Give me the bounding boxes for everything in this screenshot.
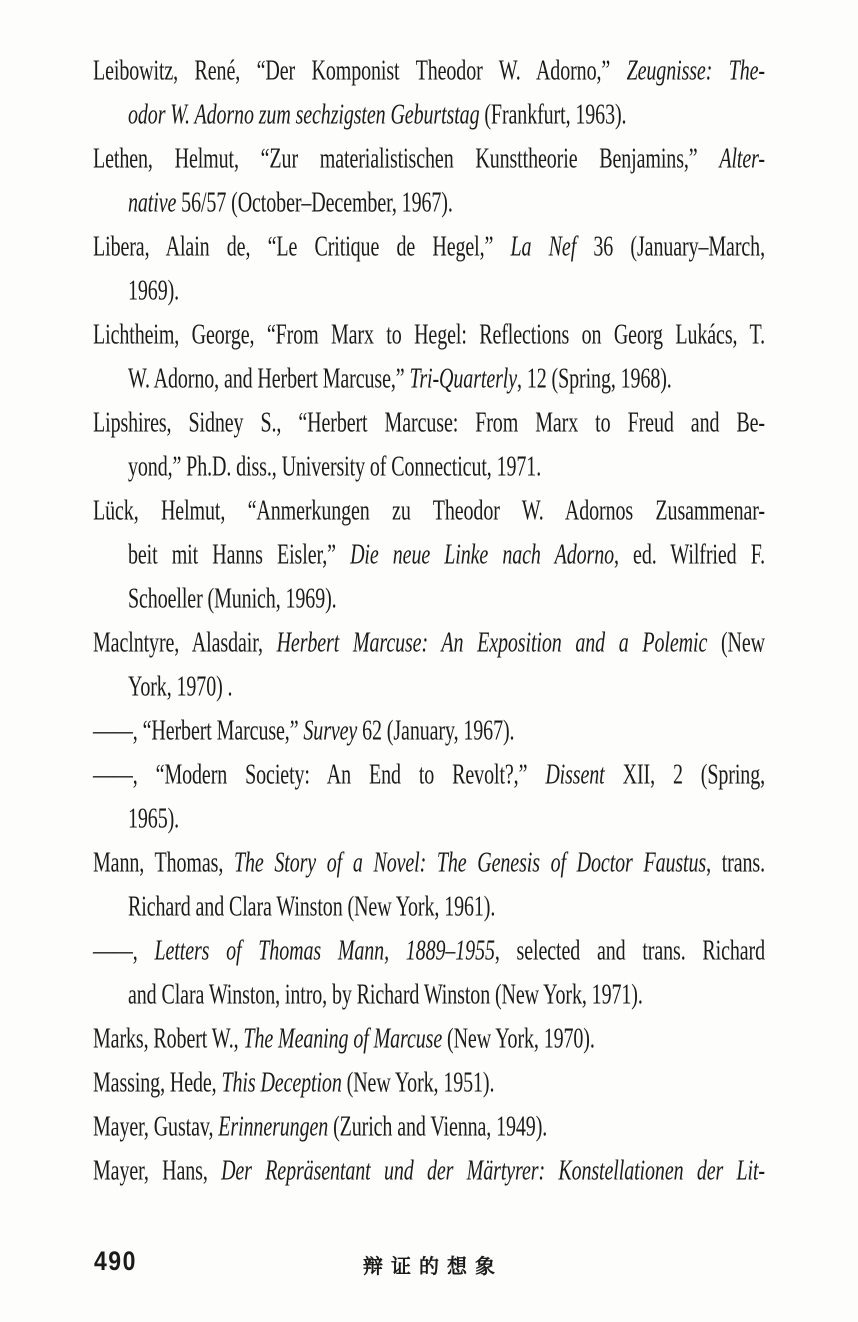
citation-text: Lipshires, Sidney S., “Herbert Marcuse: From Marx to Freud and Be-	[93, 407, 765, 439]
title-italic-text: This Deception	[221, 1067, 347, 1099]
running-title: 辩证的想象	[363, 1256, 503, 1278]
title-italic-text: Letters of Thomas Mann, 1889–1955	[154, 935, 495, 967]
citation-text: XII, 2 (Spring,	[622, 759, 766, 791]
title-italic-text: Der Repräsentant und der Märtyrer: Konstellationen der Lit-	[221, 1155, 765, 1187]
citation-text: Lichtheim, George, “From Marx to Hegel: Reflections on Georg Lukács, T.	[93, 319, 765, 351]
citation-text: Mann, Thomas,	[93, 847, 234, 879]
title-italic-text: Die neue Linke nach Adorno	[350, 539, 615, 571]
citation-text: , trans.	[706, 847, 765, 879]
title-italic-text: Erinnerungen	[218, 1111, 334, 1143]
citation-text: Libera, Alain de, “Le Critique de Hegel,”	[93, 231, 511, 263]
bibliography-entry	[93, 841, 765, 929]
bibliography-entry	[93, 1149, 765, 1193]
citation-text: yond,” Ph.D. diss., University of Connecticut, 1971.	[128, 451, 542, 483]
citation-text: (Zurich and Vienna, 1949).	[333, 1111, 548, 1143]
citation-text: Massing, Hede,	[93, 1067, 222, 1099]
citation-text: 1965).	[128, 803, 180, 835]
page-number: 490	[94, 1245, 137, 1276]
title-italic-text: native	[128, 187, 182, 219]
citation-text: 56/57 (October–December, 1967).	[181, 187, 453, 219]
title-italic-text: La Nef	[510, 231, 594, 263]
page-footer	[0, 1240, 858, 1290]
title-italic-text: Tri-Quarterly	[409, 363, 518, 395]
bibliography-entry	[93, 137, 765, 225]
bibliography-entry	[93, 401, 765, 489]
title-italic-text: Survey	[303, 715, 363, 747]
citation-text: beit mit Hanns Eisler,”	[128, 539, 351, 571]
citation-text: W. Adorno, and Herbert Marcuse,”	[128, 363, 410, 395]
bibliography-entry	[93, 929, 765, 1017]
citation-text: Marks, Robert W.,	[93, 1023, 244, 1055]
bibliography-line	[93, 1140, 765, 1202]
citation-text: Schoeller (Munich, 1969).	[128, 583, 337, 615]
citation-text: 36 (January–March,	[593, 231, 765, 263]
bibliography-entry	[93, 225, 765, 313]
citation-text: (New	[720, 627, 765, 659]
bibliography-entry	[93, 753, 765, 841]
citation-text: ——,	[93, 935, 155, 967]
title-italic-text: The Meaning of Marcuse	[243, 1023, 448, 1055]
title-italic-text: Herbert Marcuse: An Exposition and a Polemic	[276, 627, 721, 659]
citation-text: and Clara Winston, intro, by Richard Winston (New York, 1971).	[128, 979, 643, 1011]
title-italic-text: Zeugnisse: The-	[626, 55, 765, 87]
title-italic-text: odor W. Adorno zum sechzigsten Geburtstag	[128, 99, 485, 131]
citation-text: (Frankfurt, 1963).	[484, 99, 627, 131]
title-italic-text: The Story of a Novel: The Genesis of Doctor Faustus	[233, 847, 707, 879]
citation-text: Lück, Helmut, “Anmerkungen zu Theodor W. Adornos Zusammenar-	[93, 495, 765, 527]
citation-text: , 12 (Spring, 1968).	[517, 363, 672, 395]
bibliography-list	[93, 49, 765, 1193]
citation-text: York, 1970) .	[128, 671, 233, 703]
citation-text: ——, “Modern Society: An End to Revolt?,”	[93, 759, 546, 791]
citation-text: 62 (January, 1967).	[362, 715, 515, 747]
title-italic-text: Alter-	[719, 143, 765, 175]
citation-text: Leibowitz, René, “Der Komponist Theodor W. Adorno,”	[93, 55, 627, 87]
bibliography-entry	[93, 489, 765, 621]
citation-text: Mayer, Gustav,	[93, 1111, 219, 1143]
citation-text: Maclntyre, Alasdair,	[93, 627, 277, 659]
citation-text: Lethen, Helmut, “Zur materialistischen Kunsttheorie Benjamins,”	[93, 143, 720, 175]
citation-text: (New York, 1970).	[447, 1023, 595, 1055]
citation-text: Richard and Clara Winston (New York, 1961).	[128, 891, 496, 923]
citation-text: , selected and trans. Richard	[494, 935, 765, 967]
citation-text: ——, “Herbert Marcuse,”	[93, 715, 304, 747]
bibliography-entry	[93, 621, 765, 709]
citation-text: , ed. Wilfried F.	[614, 539, 766, 571]
citation-text: 1969).	[128, 275, 180, 307]
bibliography-entry	[93, 313, 765, 401]
bibliography-entry	[93, 49, 765, 137]
title-italic-text: Dissent	[545, 759, 623, 791]
citation-text: Mayer, Hans,	[93, 1155, 222, 1187]
citation-text: (New York, 1951).	[346, 1067, 495, 1099]
